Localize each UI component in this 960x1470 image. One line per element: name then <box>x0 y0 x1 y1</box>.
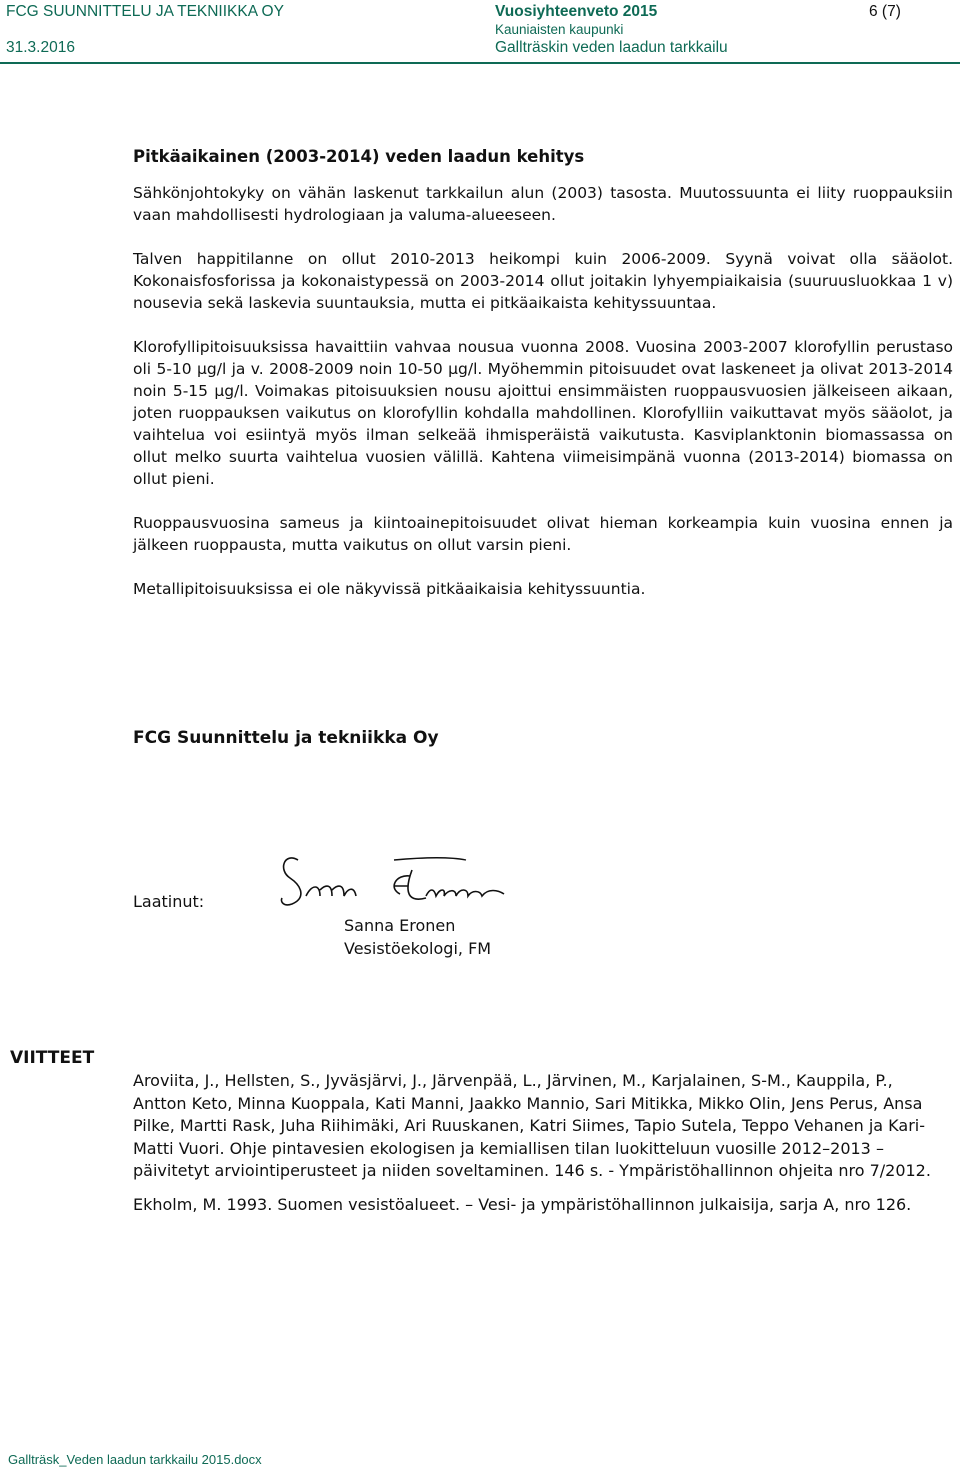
page-number: 6 (7) <box>869 3 901 20</box>
references-title: VIITTEET <box>10 1048 95 1068</box>
references-list <box>133 1070 943 1227</box>
header-center <box>495 2 728 58</box>
header-subject: Gallträskin veden laadun tarkkailu <box>495 39 728 56</box>
signer-name: Sanna Eronen <box>344 916 456 935</box>
signature-label: Laatinut: <box>133 892 205 911</box>
header-left <box>6 2 284 58</box>
header-doc-title: Vuosiyhteenveto 2015 <box>495 3 658 20</box>
signer-role: Vesistöekologi, FM <box>344 939 492 958</box>
paragraph-chlorophyll: Klorofyllipitoisuuksissa havaittiin vahvaa nousua vuonna 2008. Vuosina 2003-2007 klorofyllin perustaso oli 5-10 µg/l ja v. 2008-2009 noin 10-50 µg/l. Myöhemmin pitoisuudet ovat laskeneet ja olivat 2013-2014 noin 5-15 µg/l. Voimakas pitoisuuksien nousu ajoittui ensimmäisten ruoppausvuosien jälkeiseen aikaan, joten ruoppauksen vaikutus on klorofyllin kohdalla mahdollinen. Klorofylliin vaikuttavat myös sääolot, ja vaihtelua voi esiintyä myös ilman selkeää ihmisperäistä vaikutusta. Kasviplanktonin biomassassa on ollut melko suurta vaihtelua vuosien välillä. Kahtena viimeisimpänä vuonna (2013-2014) biomassa on ollut pieni. <box>133 338 953 488</box>
handwritten-signature <box>276 848 516 916</box>
reference-item: Ekholm, M. 1993. Suomen vesistöalueet. – Vesi- ja ympäristöhallinnon julkaisija, sarja A, nro 126. <box>133 1194 912 1214</box>
section-body <box>133 182 953 600</box>
header-org: FCG SUUNNITTELU JA TEKNIIKKA OY <box>6 3 284 20</box>
company-name: FCG Suunnittelu ja tekniikka Oy <box>133 728 439 748</box>
paragraph-oxygen: Talven happitilanne on ollut 2010-2013 heikompi kuin 2006-2009. Syynä voivat olla sääolot. Kokonaisfosforissa ja kokonaistypessä on 2003-2014 ollut joitakin lyhyempiaikaisia (suuruusluokkaa 1 v) nousevia sekä laskevia suuntauksia, mutta ei pitkäaikaista kehityssuuntaa. <box>133 250 953 312</box>
reference-item: Aroviita, J., Hellsten, S., Jyväsjärvi, J., Järvenpää, L., Järvinen, M., Karjalainen, S-M., Kauppila, P., Antton Keto, Minna Kuoppala, Kati Manni, Jaakko Mannio, Sari Mitikka, Mikko Olin, Jens Perus, Ansa Pilke, Martti Rask, Juha Riihimäki, Ari Ruuskanen, Katri Siimes, Tapio Sutela, Teppo Vehanen ja Kari-Matti Vuori. Ohje pintavesien ekologisen ja kemiallisen tilan luokitteluun vuosille 2012–2013 – päivitetyt arviointiperusteet ja niiden soveltaminen. 146 s. - Ympäristöhallinnon ohjeita nro 7/2012. <box>133 1071 931 1180</box>
paragraph-turbidity: Ruoppausvuosina sameus ja kiintoainepitoisuudet olivat hieman korkeampia kuin vuosina ennen ja jälkeen ruoppausta, mutta vaikutus on ollut varsin pieni. <box>133 514 953 554</box>
page-header <box>0 0 960 64</box>
paragraph-conductivity: Sähkönjohtokyky on vähän laskenut tarkkailun alun (2003) tasosta. Muutossuunta ei liity ruoppauksiin vaan mahdollisesti hydrologiaan ja valuma-alueeseen. <box>133 184 953 224</box>
paragraph-metals: Metallipitoisuuksissa ei ole näkyvissä pitkäaikaisia kehityssuuntia. <box>133 580 646 598</box>
footer-filename: Gallträsk_Veden laadun tarkkailu 2015.docx <box>8 1452 262 1467</box>
signer-block <box>344 914 491 960</box>
section-title: Pitkäaikainen (2003-2014) veden laadun kehitys <box>133 147 585 166</box>
header-client: Kauniaisten kaupunki <box>495 22 624 37</box>
header-date: 31.3.2016 <box>6 39 75 56</box>
